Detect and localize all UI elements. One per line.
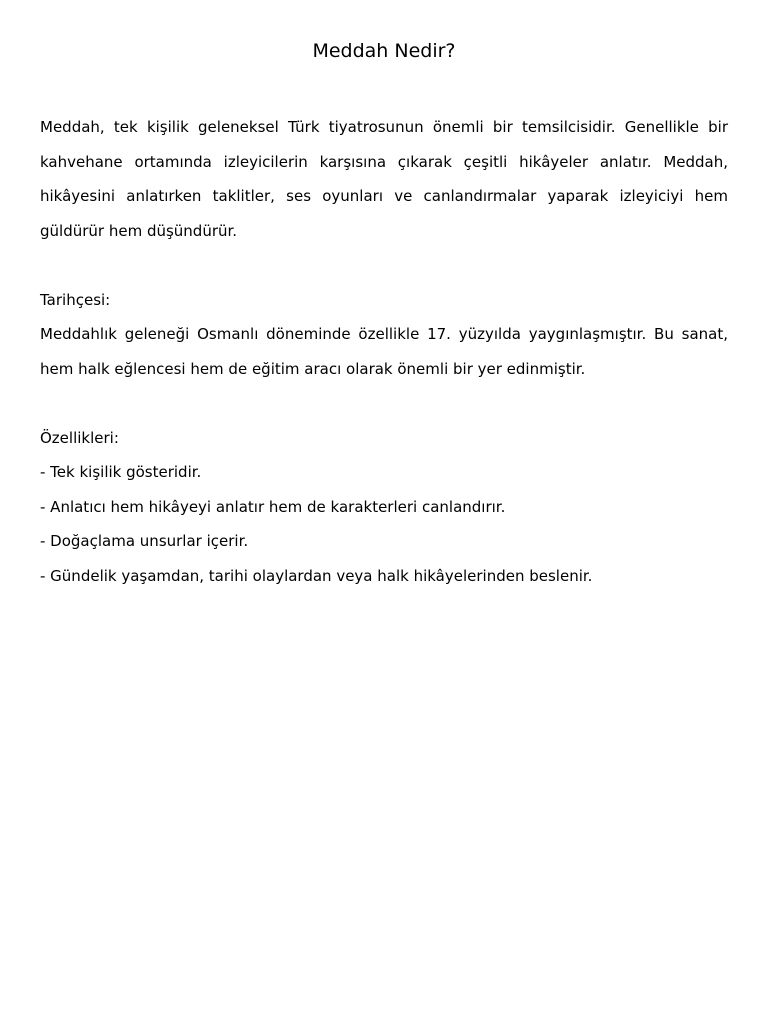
features-heading: Özellikleri:: [40, 428, 119, 447]
document-title: Meddah Nedir?: [312, 40, 456, 62]
list-item: - Doğaçlama unsurlar içerir.: [40, 532, 249, 550]
paragraph-spacer: [40, 386, 728, 421]
history-heading: Tarihçesi:: [40, 290, 111, 309]
list-item: - Tek kişilik gösteridir.: [40, 463, 202, 481]
paragraph-spacer: [40, 248, 728, 283]
features-list: [40, 455, 728, 593]
list-item: - Gündelik yaşamdan, tarihi olaylardan veya halk hikâyelerinden beslenir.: [40, 566, 593, 585]
intro-paragraph: Meddah, tek kişilik geleneksel Türk tiyatrosunun önemli bir temsilcisidir. Genellikle bir kahvehane ortamında izleyicilerin karşısına çıkarak çeşitli hikâyeler anlatır. Meddah, hikâyesini anlatırken taklitler, ses oyunları ve canlandırmalar yaparak izleyiciyi hem güldürür hem düşündürür.: [40, 118, 728, 240]
history-paragraph: Meddahlık geleneği Osmanlı döneminde özellikle 17. yüzyılda yaygınlaşmıştır. Bu sanat, hem halk eğlencesi hem de eğitim aracı olarak önemli bir yer edinmiştir.: [40, 325, 728, 378]
list-item: - Anlatıcı hem hikâyeyi anlatır hem de karakterleri canlandırır.: [40, 497, 506, 516]
